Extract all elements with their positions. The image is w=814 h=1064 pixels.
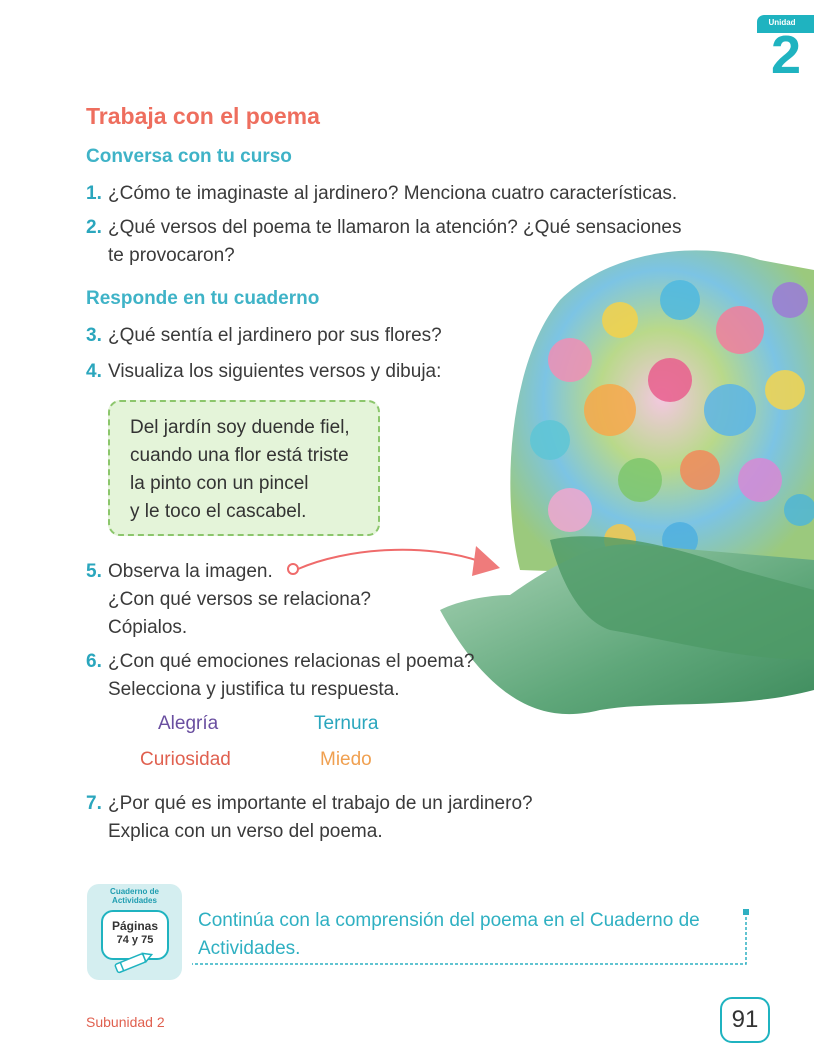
question-text-cont: Selecciona y justifica tu respuesta. bbox=[108, 679, 400, 700]
page-title: Trabaja con el poema bbox=[86, 103, 320, 129]
question-text: Observa la imagen. bbox=[108, 561, 273, 582]
unit-label: Unidad bbox=[768, 18, 796, 27]
question-2 bbox=[86, 214, 681, 270]
question-text-cont: Explica con un verso del poema. bbox=[108, 821, 383, 842]
cuaderno-badge bbox=[87, 884, 182, 980]
question-number: 1. bbox=[86, 183, 102, 204]
question-number: 3. bbox=[86, 325, 102, 346]
pages-label: Páginas bbox=[111, 919, 159, 933]
question-text-cont: Cópialos. bbox=[108, 617, 188, 638]
pages-range: 74 y 75 bbox=[116, 934, 154, 946]
section-heading-conversa: Conversa con tu curso bbox=[86, 146, 292, 167]
question-7 bbox=[86, 790, 533, 846]
question-number: 5. bbox=[86, 561, 102, 582]
question-1 bbox=[86, 180, 677, 208]
poem-box bbox=[108, 400, 380, 536]
question-text-cont: ¿Con qué versos se relaciona? bbox=[108, 589, 371, 610]
question-3 bbox=[86, 322, 442, 350]
cuaderno-title: Cuaderno de Actividades bbox=[110, 887, 159, 905]
poem-line: cuando una flor está triste bbox=[130, 445, 349, 466]
unit-number: 2 bbox=[770, 25, 802, 85]
question-number: 4. bbox=[86, 361, 102, 382]
question-4 bbox=[86, 358, 441, 386]
pencil-icon bbox=[109, 950, 155, 974]
question-text: Visualiza los siguientes versos y dibuja: bbox=[108, 361, 442, 382]
question-number: 2. bbox=[86, 217, 102, 238]
question-text: ¿Por qué es importante el trabajo de un jardinero? bbox=[108, 793, 533, 814]
question-text: ¿Con qué emociones relacionas el poema? bbox=[108, 651, 475, 672]
section-heading-responde: Responde en tu cuaderno bbox=[86, 288, 320, 309]
question-text-cont: te provocaron? bbox=[108, 245, 235, 266]
question-5 bbox=[86, 558, 371, 642]
emotion-miedo: Miedo bbox=[320, 749, 372, 770]
question-6 bbox=[86, 648, 475, 704]
emotion-curiosidad: Curiosidad bbox=[140, 749, 231, 770]
footer-subunit: Subunidad 2 bbox=[86, 1014, 165, 1030]
flower-bush-illustration bbox=[440, 240, 814, 730]
question-number: 7. bbox=[86, 793, 102, 814]
page-number: 91 bbox=[720, 997, 770, 1043]
poem-line: Del jardín soy duende fiel, bbox=[130, 417, 350, 438]
question-text: ¿Qué sentía el jardinero por sus flores? bbox=[108, 325, 442, 346]
question-text: ¿Cómo te imaginaste al jardinero? Menciona cuatro características. bbox=[108, 183, 678, 204]
poem-line: la pinto con un pincel bbox=[130, 473, 309, 494]
unit-tab bbox=[757, 15, 814, 83]
question-text: ¿Qué versos del poema te llamaron la atención? ¿Qué sensaciones bbox=[108, 217, 682, 238]
continua-text: Continúa con la comprensión del poema en el Cuaderno de Actividades. bbox=[198, 910, 700, 959]
emotion-ternura: Ternura bbox=[314, 713, 379, 734]
question-number: 6. bbox=[86, 651, 102, 672]
poem-line: y le toco el cascabel. bbox=[130, 501, 307, 522]
emotion-alegria: Alegría bbox=[158, 713, 219, 734]
